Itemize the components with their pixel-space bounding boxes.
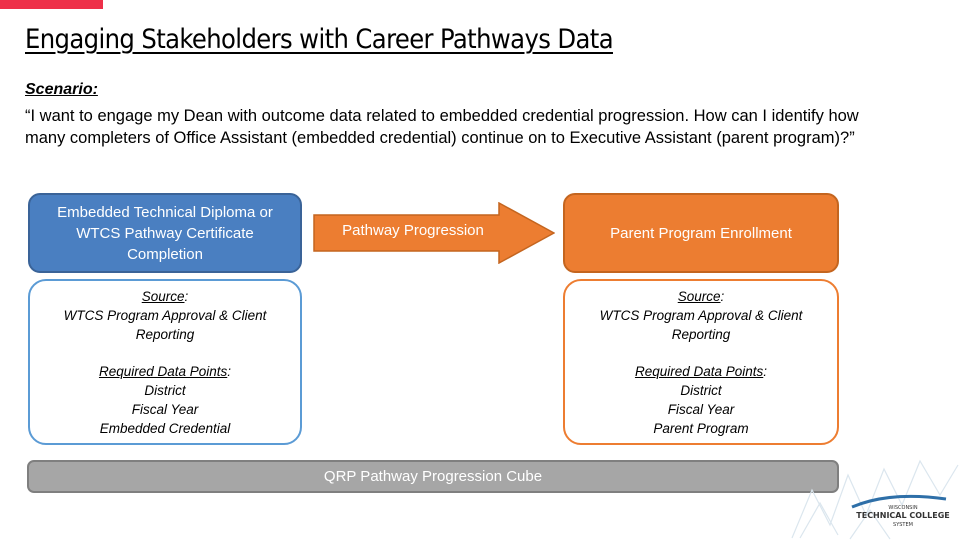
- pathway-progression-label: Pathway Progression: [342, 222, 484, 239]
- data-point: District: [144, 383, 186, 398]
- required-label: Required Data Points: [634, 364, 764, 379]
- source-text: WTCS Program Approval & Client: [599, 308, 803, 323]
- data-point: Fiscal Year: [667, 402, 735, 417]
- source-text: Reporting: [135, 327, 195, 342]
- parent-program-label: Parent Program Enrollment: [610, 224, 792, 242]
- source-text: WTCS Program Approval & Client: [63, 308, 267, 323]
- required-line: Required Data Points:: [634, 364, 768, 379]
- data-point: Embedded Credential: [99, 421, 231, 436]
- source-label: Source: [677, 289, 721, 304]
- data-point: Parent Program: [653, 421, 749, 436]
- data-point: District: [680, 383, 722, 398]
- left-info-panel: [28, 279, 302, 445]
- scenario-label: Scenario:: [25, 81, 98, 98]
- source-line: Source:: [677, 289, 725, 304]
- page-title: Engaging Stakeholders with Career Pathways Data: [25, 24, 613, 55]
- embedded-credential-box: [28, 193, 302, 273]
- required-label: Required Data Points: [98, 364, 228, 379]
- scenario-text: “I want to engage my Dean with outcome data related to embedded credential progression. How can I identify how many completers of Office Assistant (embedded credential) continue on to Executive Assistant (parent program)?”: [25, 107, 859, 147]
- logo-line-3: SYSTEM: [893, 522, 913, 528]
- accent-bar: [0, 0, 103, 9]
- source-label: Source: [141, 289, 185, 304]
- source-line: Source:: [141, 289, 189, 304]
- source-text: Reporting: [671, 327, 731, 342]
- qrp-cube-label: QRP Pathway Progression Cube: [323, 468, 543, 485]
- qrp-cube-bar: [27, 460, 839, 493]
- right-info-panel: [563, 279, 839, 445]
- logo-line-1: WISCONSIN: [888, 505, 918, 511]
- logo-line-2: TECHNICAL COLLEGE: [856, 511, 950, 520]
- data-point: Fiscal Year: [131, 402, 199, 417]
- wtcs-logo: [790, 455, 960, 540]
- parent-program-box: [563, 193, 839, 273]
- embedded-credential-label: Embedded Technical Diploma or WTCS Pathway Certificate Completion: [57, 203, 273, 263]
- required-line: Required Data Points:: [98, 364, 232, 379]
